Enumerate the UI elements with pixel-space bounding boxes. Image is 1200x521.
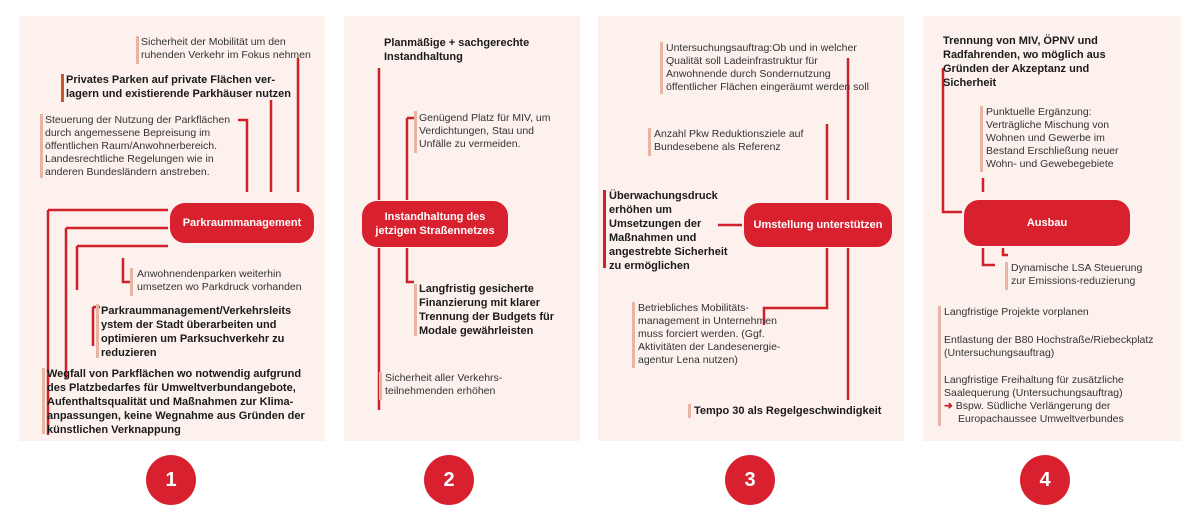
number-badge-1: 1 (146, 455, 196, 505)
hub-ausbau[interactable]: Ausbau (964, 200, 1130, 246)
p2-item-d: Sicherheit aller Verkehrs- teilnehmenden erhöhen (385, 372, 503, 397)
bar-p3-a (660, 42, 663, 94)
p1-item-c: Steuerung der Nutzung der Parkflächen durch angemessene Bepreisung im öffentlichen Raum/Anwohnerbereich. Landesrechtliche Regelungen wie in anderen Bundesländern anstreben. (45, 114, 231, 178)
bar-p2-d (379, 372, 382, 400)
bar-p1-d (130, 268, 133, 296)
bar-p4-c (1005, 262, 1008, 290)
bar-p1-f (42, 368, 45, 434)
p4-item-a: Trennung von MIV, ÖPNV und Radfahrenden, wo möglich aus Gründen der Akzeptanz und Sicherheit (943, 35, 1106, 89)
bar-p3-c (603, 190, 606, 268)
bar-p2-b (414, 111, 417, 153)
bar-p1-a (136, 36, 139, 64)
p2-item-a: Planmäßige + sachgerechte Instandhaltung (384, 37, 530, 63)
p4-item-f: Langfristige Freihaltung für zusätzliche Saalequerung (Untersuchungsauftrag) (944, 374, 1124, 399)
bar-p1-e (96, 304, 99, 358)
p4-item-d: Langfristige Projekte vorplanen (944, 306, 1089, 318)
number-badge-4: 4 (1020, 455, 1070, 505)
hub-parkraummanagement[interactable]: Parkraummanagement (170, 203, 314, 243)
p3-item-d: Betriebliches Mobilitäts- management in Unternehmen muss forciert werden. (Ggf. Aktivitäten der Landesenergie- agentur Lena nutzen) (638, 302, 781, 366)
bar-p4-b (980, 106, 983, 172)
p4-item-g: ➜ Bspw. Südliche Verlängerung der Europachaussee Umweltverbundes (944, 400, 1124, 425)
bar-p3-b (648, 128, 651, 156)
bar-p1-c (40, 114, 43, 178)
hub-umstellung[interactable]: Umstellung unterstützen (744, 203, 892, 247)
arrow-right-icon: ➜ (944, 400, 953, 412)
bar-p2-c (414, 284, 417, 336)
p2-item-b: Genügend Platz für MIV, um Verdichtungen, Stau und Unfälle zu vermeiden. (419, 112, 551, 150)
hub-instandhaltung[interactable]: Instandhaltung des jetzigen Straßennetzes (362, 201, 508, 247)
bar-p1-b (61, 74, 64, 102)
p4-item-c: Dynamische LSA Steuerung zur Emissions-reduzierung (1011, 262, 1143, 287)
number-badge-2: 2 (424, 455, 474, 505)
p1-item-e: Parkraummanagement/Verkehrsleits ystem der Stadt überarbeiten und optimieren um Parksuchverkehr zu reduzieren (101, 305, 292, 359)
p1-item-d: Anwohnendenparken weiterhin umsetzen wo Parkdruck vorhanden (137, 268, 302, 293)
p4-item-b: Punktuelle Ergänzung: Verträgliche Mischung von Wohnen und Gewerbe im Bestand Erschließung neuer Wohn- und Gewebegebiete (986, 106, 1119, 170)
bar-p3-e (688, 404, 691, 418)
p1-item-f: Wegfall von Parkflächen wo notwendig aufgrund des Platzbedarfes für Umweltverbundangebote, Aufenthaltsqualität und Maßnahmen zur Klima- anpassungen, keine Wegnahme aus Gründen der künstlichen Verknappung (47, 368, 305, 436)
p4-item-e: Entlastung der B80 Hochstraße/Riebeckplatz (Untersuchungsauftrag) (944, 334, 1154, 359)
p1-item-a: Sicherheit der Mobilität um den ruhenden Verkehr im Fokus nehmen (141, 36, 311, 61)
bar-p3-d (632, 302, 635, 368)
p3-item-a: Untersuchungsauftrag:Ob und in welcher Qualität soll Ladeinfrastruktur für Anwohnende durch Sondernutzung öffentlicher Flächen eingeräumt werden soll (666, 42, 869, 93)
bar-p4-defg (938, 306, 941, 426)
p3-item-b: Anzahl Pkw Reduktionsziele auf Bundesebene als Referenz (654, 128, 804, 153)
p3-item-e: Tempo 30 als Regelgeschwindigkeit (694, 405, 882, 417)
number-badge-3: 3 (725, 455, 775, 505)
p1-item-b: Privates Parken auf private Flächen ver- lagern und existierende Parkhäuser nutzen (66, 74, 291, 100)
p2-item-c: Langfristig gesicherte Finanzierung mit klarer Trennung der Budgets für Modale gewährleisten (419, 283, 555, 337)
p3-item-c: Überwachungsdruck erhöhen um Umsetzungen der Maßnahmen und angestrebte Sicherheit zu ermöglichen (609, 190, 728, 272)
